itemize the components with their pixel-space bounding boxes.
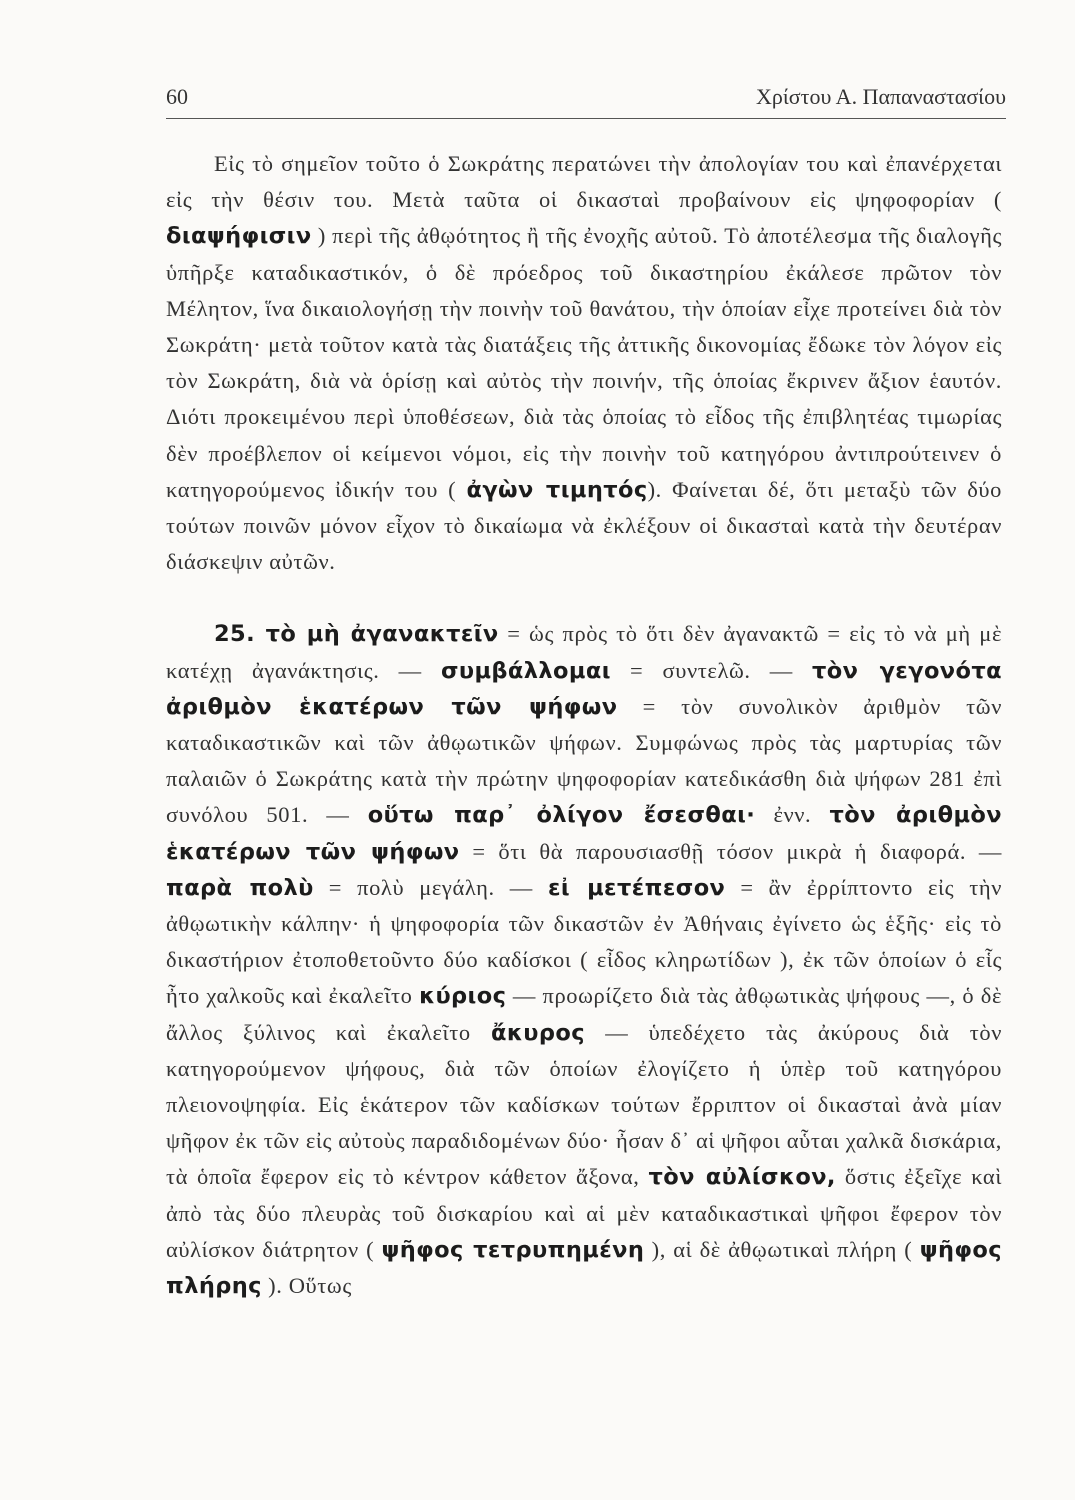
bold-lemma: οὕτω παρ᾽ ὀλίγον ἔσεσθαι· [367,802,756,829]
page-body [166,146,1002,1304]
text-run: Εἰς τὸ σημεῖον τοῦτο ὁ Σωκράτης περατώνει τὴν ἀπολογίαν του καὶ ἐπανέρχεται εἰς τὴν θέσιν του. Μετὰ ταῦτα οἱ δικασταὶ προβαίνουν εἰς ψηφοφορίαν ( [166,151,1002,213]
text-run: — προωρίζετο διὰ τὰς ἀθῳωτικὰς ψήφους —, ὁ δὲ ἄλλος ξύλινος καὶ ἐκαλεῖτο [166,983,1002,1045]
text-run: ἐνν. [755,802,830,828]
bold-lemma: συμβάλλομαι [440,657,611,684]
text-run: ὅστις ἐξεῖχε καὶ ἀπὸ τὰς δύο πλευρὰς τοῦ δισκαρίου καὶ αἱ μὲν καταδικαστικαὶ ψῆφοι ἔφερον τὸν αὐλίσκον διάτρητον ( [166,1164,1002,1262]
paragraph-socrates-verdict [166,146,1002,580]
page-number: 60 [166,84,188,109]
bold-lemma: 25. τὸ μὴ ἀγανακτεῖν [214,621,499,648]
bold-lemma: ψῆφος πλήρης [166,1236,1002,1300]
text-run: = ἂν ἐρρίπτοντο εἰς τὴν ἀθῳωτικὴν κάλπην· ἡ ψηφοφορία τῶν δικαστῶν ἐν Ἀθήναις ἐγίνετο ὡς ἑξῆς· εἰς τὸ δικαστήριον ἐτοποθετοῦντο δύο καδίσκοι ( εἶδος κληρωτίδων ), ἐκ τῶν ὁποίων ὁ εἷς ἦτο χαλκοῦς καὶ ἐκαλεῖτο [166,874,1002,1009]
text-run: ), αἱ δὲ ἀθῳωτικαὶ πλήρη ( [644,1236,920,1262]
text-run: ). Οὕτως [261,1273,352,1299]
text-run: = τὸν συνολικὸν ἀριθμὸν τῶν καταδικαστικῶν καὶ τῶν ἀθῳωτικῶν ψήφων. Συμφώνως πρὸς τὰς μαρτυρίας τῶν παλαιῶν ὁ Σωκράτης κατὰ τὴν πρώτην ψηφοφορίαν κατεδικάσθη διὰ ψήφων 281 ἐπὶ συνόλου 501. — [166,693,1002,828]
bold-lemma: κύριος [419,983,507,1010]
bold-lemma: παρὰ πολὺ [166,874,314,901]
bold-lemma: τὸν αὐλίσκον, [648,1164,836,1191]
bold-lemma: ψῆφος τετρυπημένη [381,1236,645,1263]
text-run: = συντελῶ. — [610,657,813,683]
text-run: ) περὶ τῆς ἀθῳότητος ἢ τῆς ἐνοχῆς αὐτοῦ. Τὸ ἀποτέλεσμα τῆς διαλογῆς ὑπῆρξε καταδικαστικόν, ὁ δὲ πρόεδρος τοῦ δικαστηρίου ἐκάλεσε πρῶτον τὸν Μέλητον, ἵνα δικαιολογήσῃ τὴν ποινὴν τοῦ θανάτου, τὴν ὁποίαν εἶχε προτείνει διὰ τὸν Σωκράτη· μετὰ τοῦτον κατὰ τὰς διατάξεις τῆς ἀττικῆς δικονομίας ἔδωκε τὸν λόγον εἰς τὸν Σωκράτη, διὰ νὰ ὁρίσῃ καὶ αὐτὸς τὴν ποινήν, τῆς ὁποίας ἔκρινεν ἄξιον ἑαυτόν. Διότι προκειμένου περὶ ὑποθέσεων, διὰ τὰς ὁποίας τὸ εἶδος τῆς ἐπιβλητέας τιμωρίας δὲν προέβλεπον οἱ κείμενοι νόμοι, εἰς τὴν ποινὴν τοῦ κατηγόρου ἀντιπρούτεινεν ὁ κατηγορούμενος ἰδικήν του ( [166,223,1002,502]
commentary-note-25 [166,616,1002,1304]
text-run: — ὑπεδέχετο τὰς ἀκύρους διὰ τὸν κατηγορούμενον ψήφους, διὰ τῶν ὁποίων ἐλογίζετο ἡ ὑπὲρ τοῦ κατηγόρου πλειονοψηφία. Εἰς ἑκάτερον τῶν καδίσκων τούτων ἔρριπτον οἱ δικασταὶ ἀνὰ μίαν ψῆφον ἐκ τῶν εἰς αὐτοὺς παραδιδομένων δύο· ἦσαν δ᾽ αἱ ψῆφοι αὗται χαλκᾶ δισκάρια, τὰ ὁποῖα ἔφερον εἰς τὸ κέντρον κάθετον ἄξονα, [166,1019,1002,1190]
running-title: Χρίστου Α. Παπαναστασίου [756,84,1006,109]
text-run: ). Φαίνεται δέ, ὅτι μεταξὺ τῶν δύο τούτων ποινῶν μόνον εἶχον τὸ δικαίωμα νὰ ἐκλέξουν οἱ δικασταὶ κατὰ τὴν δευτέραν διάσκεψιν αὐτῶν. [166,476,1002,575]
bold-lemma: διαψήφισιν [166,223,312,250]
running-header [166,84,1006,110]
bold-lemma: ἄκυρος [491,1019,585,1046]
bold-lemma: εἰ μετέπεσον [547,874,726,901]
header-rule [166,118,1006,119]
bold-lemma: ἀγὼν τιμητός [466,476,648,503]
text-run: = ὅτι θὰ παρουσιασθῇ τόσον μικρὰ ἡ διαφορά. — [459,838,1002,864]
bold-lemma: τὸν ἀριθμὸν ἑκατέρων τῶν ψήφων [166,802,1002,865]
text-run: = πολὺ μεγάλη. — [313,874,548,900]
bold-lemma: τὸν γεγονότα ἀριθμὸν ἑκατέρων τῶν ψήφων [166,657,1003,720]
text-run: = ὡς πρὸς τὸ ὅτι δὲν ἀγανακτῶ = εἰς τὸ νὰ μὴ μὲ κατέχῃ ἀγανάκτησις. — [166,621,1002,683]
